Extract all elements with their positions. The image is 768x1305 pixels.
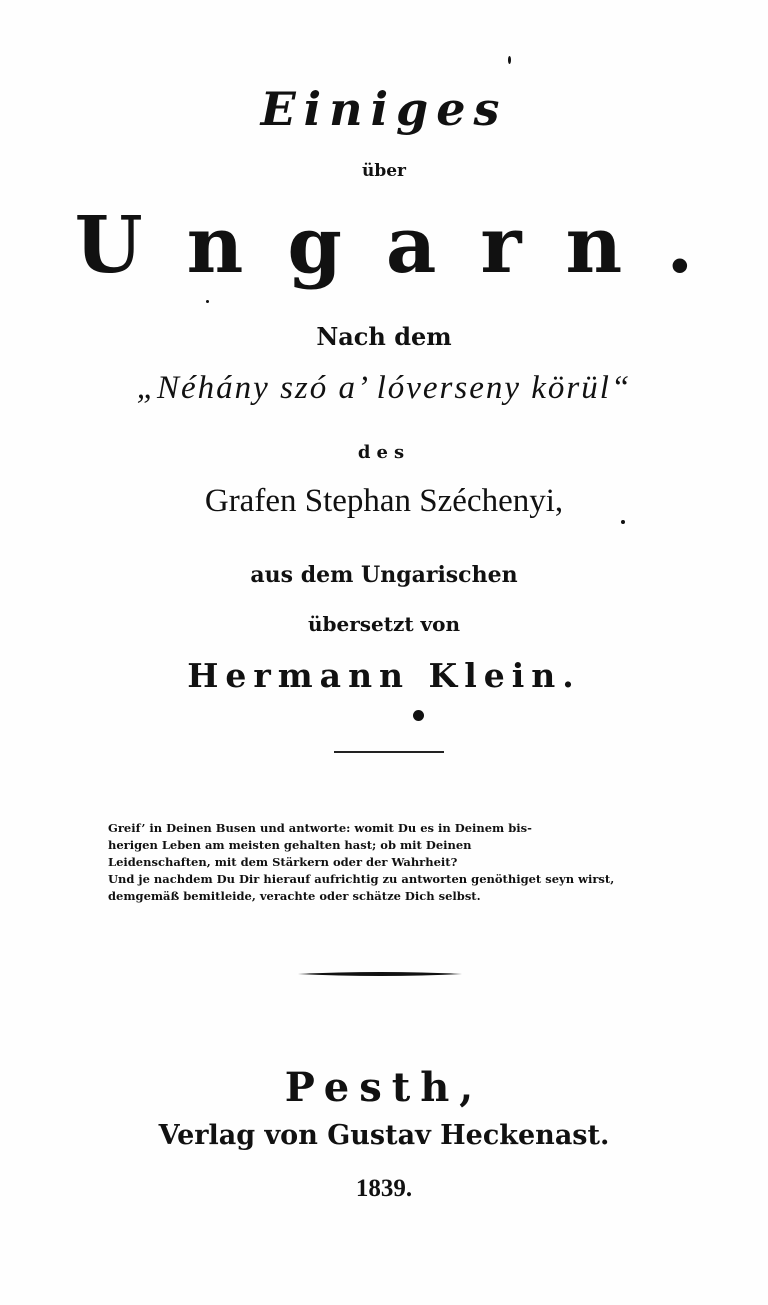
hungarian-book-title: „Néhány szó a’ lóverseny körül“: [136, 370, 632, 406]
place-of-publication: Pesth,: [284, 1064, 484, 1111]
motto-line: Greif’ in Deinen Busen und antworte: womit Du es in Deinem bis-: [108, 821, 532, 835]
ink-dot: [413, 710, 424, 721]
main-title-ungarn: Ungarn.: [74, 200, 738, 291]
translated-by-line: übersetzt von: [307, 612, 461, 636]
short-divider-rule: [334, 751, 444, 753]
motto-paragraph: [108, 820, 668, 905]
ink-speck: [508, 56, 511, 64]
author-name: Grafen Stephan Széchenyi,: [204, 483, 564, 519]
motto-line: demgemäß bemitleide, verachte oder schätze Dich selbst.: [108, 889, 481, 903]
nach-dem-line: Nach dem: [316, 322, 452, 351]
translated-from-line: aus dem Ungarischen: [250, 562, 518, 588]
publication-year: 1839.: [355, 1175, 413, 1202]
ink-speck: [621, 520, 625, 524]
motto-line: herigen Leben am meisten gehalten hast; ob mit Deinen: [108, 838, 472, 852]
translator-name: Hermann Klein.: [187, 656, 581, 695]
title-einiges: Einiges: [260, 82, 508, 136]
motto-line: Leidenschaften, mit dem Stärkern oder der Wahrheit?: [108, 855, 458, 869]
publisher-line: Verlag von Gustav Heckenast.: [158, 1120, 610, 1151]
preposition-ueber: über: [361, 161, 407, 181]
ink-speck: [206, 300, 209, 303]
motto-line: Und je nachdem Du Dir hierauf aufrichtig zu antworten genöthiget seyn wirst,: [108, 872, 615, 886]
des-line: des: [357, 442, 411, 463]
swelled-divider-rule: [298, 970, 462, 978]
